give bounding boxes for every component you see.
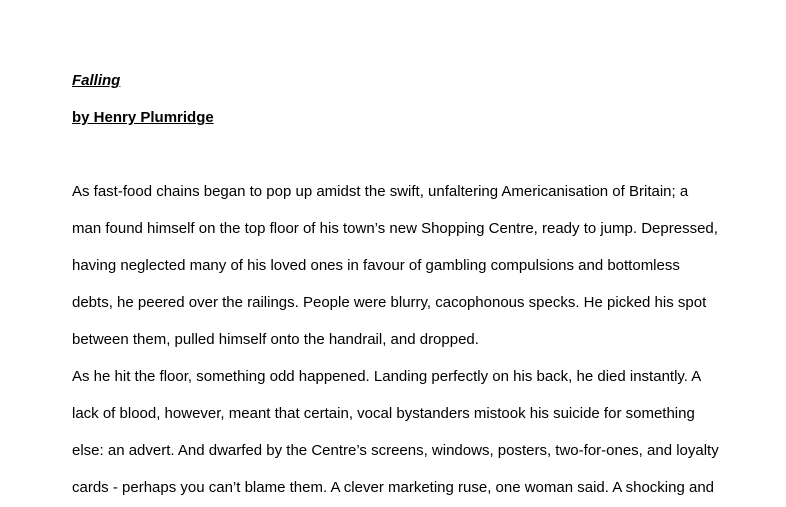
paragraph-line: debts, he peered over the railings. People were blurry, cacophonous specks. He picked his spot bbox=[72, 294, 707, 311]
paragraph-line: between them, pulled himself onto the handrail, and dropped. bbox=[72, 331, 479, 348]
paragraph-line: else: an advert. And dwarfed by the Centre’s screens, windows, posters, two-for-ones, and loyalty bbox=[72, 442, 719, 459]
story-byline: by Henry Plumridge bbox=[72, 109, 214, 126]
paragraph-line: cards - perhaps you can’t blame them. A clever marketing ruse, one woman said. A shocking and bbox=[72, 479, 715, 496]
paragraph-line: lack of blood, however, meant that certain, vocal bystanders mistook his suicide for something bbox=[72, 405, 695, 422]
paragraph-line: man found himself on the top floor of his town’s new Shopping Centre, ready to jump. Depressed, bbox=[72, 220, 718, 237]
story-title: Falling bbox=[72, 72, 121, 89]
paragraph-line: having neglected many of his loved ones in favour of gambling compulsions and bottomless bbox=[72, 257, 680, 274]
paragraph-line: As fast-food chains began to pop up amidst the swift, unfaltering Americanisation of Britain; a bbox=[72, 183, 689, 200]
paragraph-line: As he hit the floor, something odd happened. Landing perfectly on his back, he died instantly. A bbox=[72, 368, 702, 385]
